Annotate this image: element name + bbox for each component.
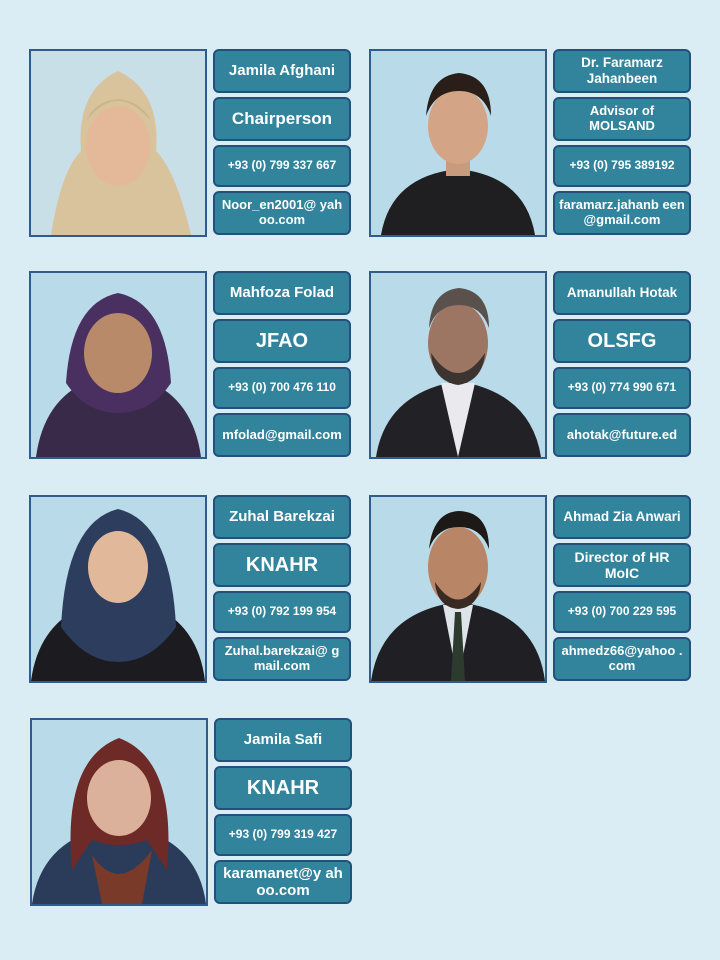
person-role: OLSFG (553, 319, 691, 363)
person-email: faramarz.jahanb een@gmail.com (553, 191, 691, 235)
portrait-photo (29, 271, 207, 459)
person-name: Amanullah Hotak (553, 271, 691, 315)
person-name: Jamila Afghani (213, 49, 351, 93)
person-role: JFAO (213, 319, 351, 363)
person-phone: +93 (0) 700 476 110 (213, 367, 351, 409)
portrait-photo (369, 271, 547, 459)
person-phone: +93 (0) 792 199 954 (213, 591, 351, 633)
person-email: karamanet@y ahoo.com (214, 860, 352, 904)
person-role: Chairperson (213, 97, 351, 141)
portrait-photo (369, 495, 547, 683)
person-phone: +93 (0) 774 990 671 (553, 367, 691, 409)
portrait-photo (29, 49, 207, 237)
person-email: ahotak@future.ed (553, 413, 691, 457)
person-name: Dr. Faramarz Jahanbeen (553, 49, 691, 93)
portrait-photo (29, 495, 207, 683)
portrait-photo (30, 718, 208, 906)
person-role: Director of HR MoIC (553, 543, 691, 587)
person-name: Mahfoza Folad (213, 271, 351, 315)
person-role: KNAHR (214, 766, 352, 810)
person-email: Zuhal.barekzai@ gmail.com (213, 637, 351, 681)
person-email: mfolad@gmail.com (213, 413, 351, 457)
person-phone: +93 (0) 700 229 595 (553, 591, 691, 633)
person-name: Jamila Safi (214, 718, 352, 762)
person-role: Advisor of MOLSAND (553, 97, 691, 141)
person-email: Noor_en2001@ yahoo.com (213, 191, 351, 235)
person-phone: +93 (0) 799 319 427 (214, 814, 352, 856)
person-email: ahmedz66@yahoo .com (553, 637, 691, 681)
portrait-photo (369, 49, 547, 237)
person-name: Zuhal Barekzai (213, 495, 351, 539)
person-phone: +93 (0) 799 337 667 (213, 145, 351, 187)
person-role: KNAHR (213, 543, 351, 587)
person-phone: +93 (0) 795 389192 (553, 145, 691, 187)
person-name: Ahmad Zia Anwari (553, 495, 691, 539)
